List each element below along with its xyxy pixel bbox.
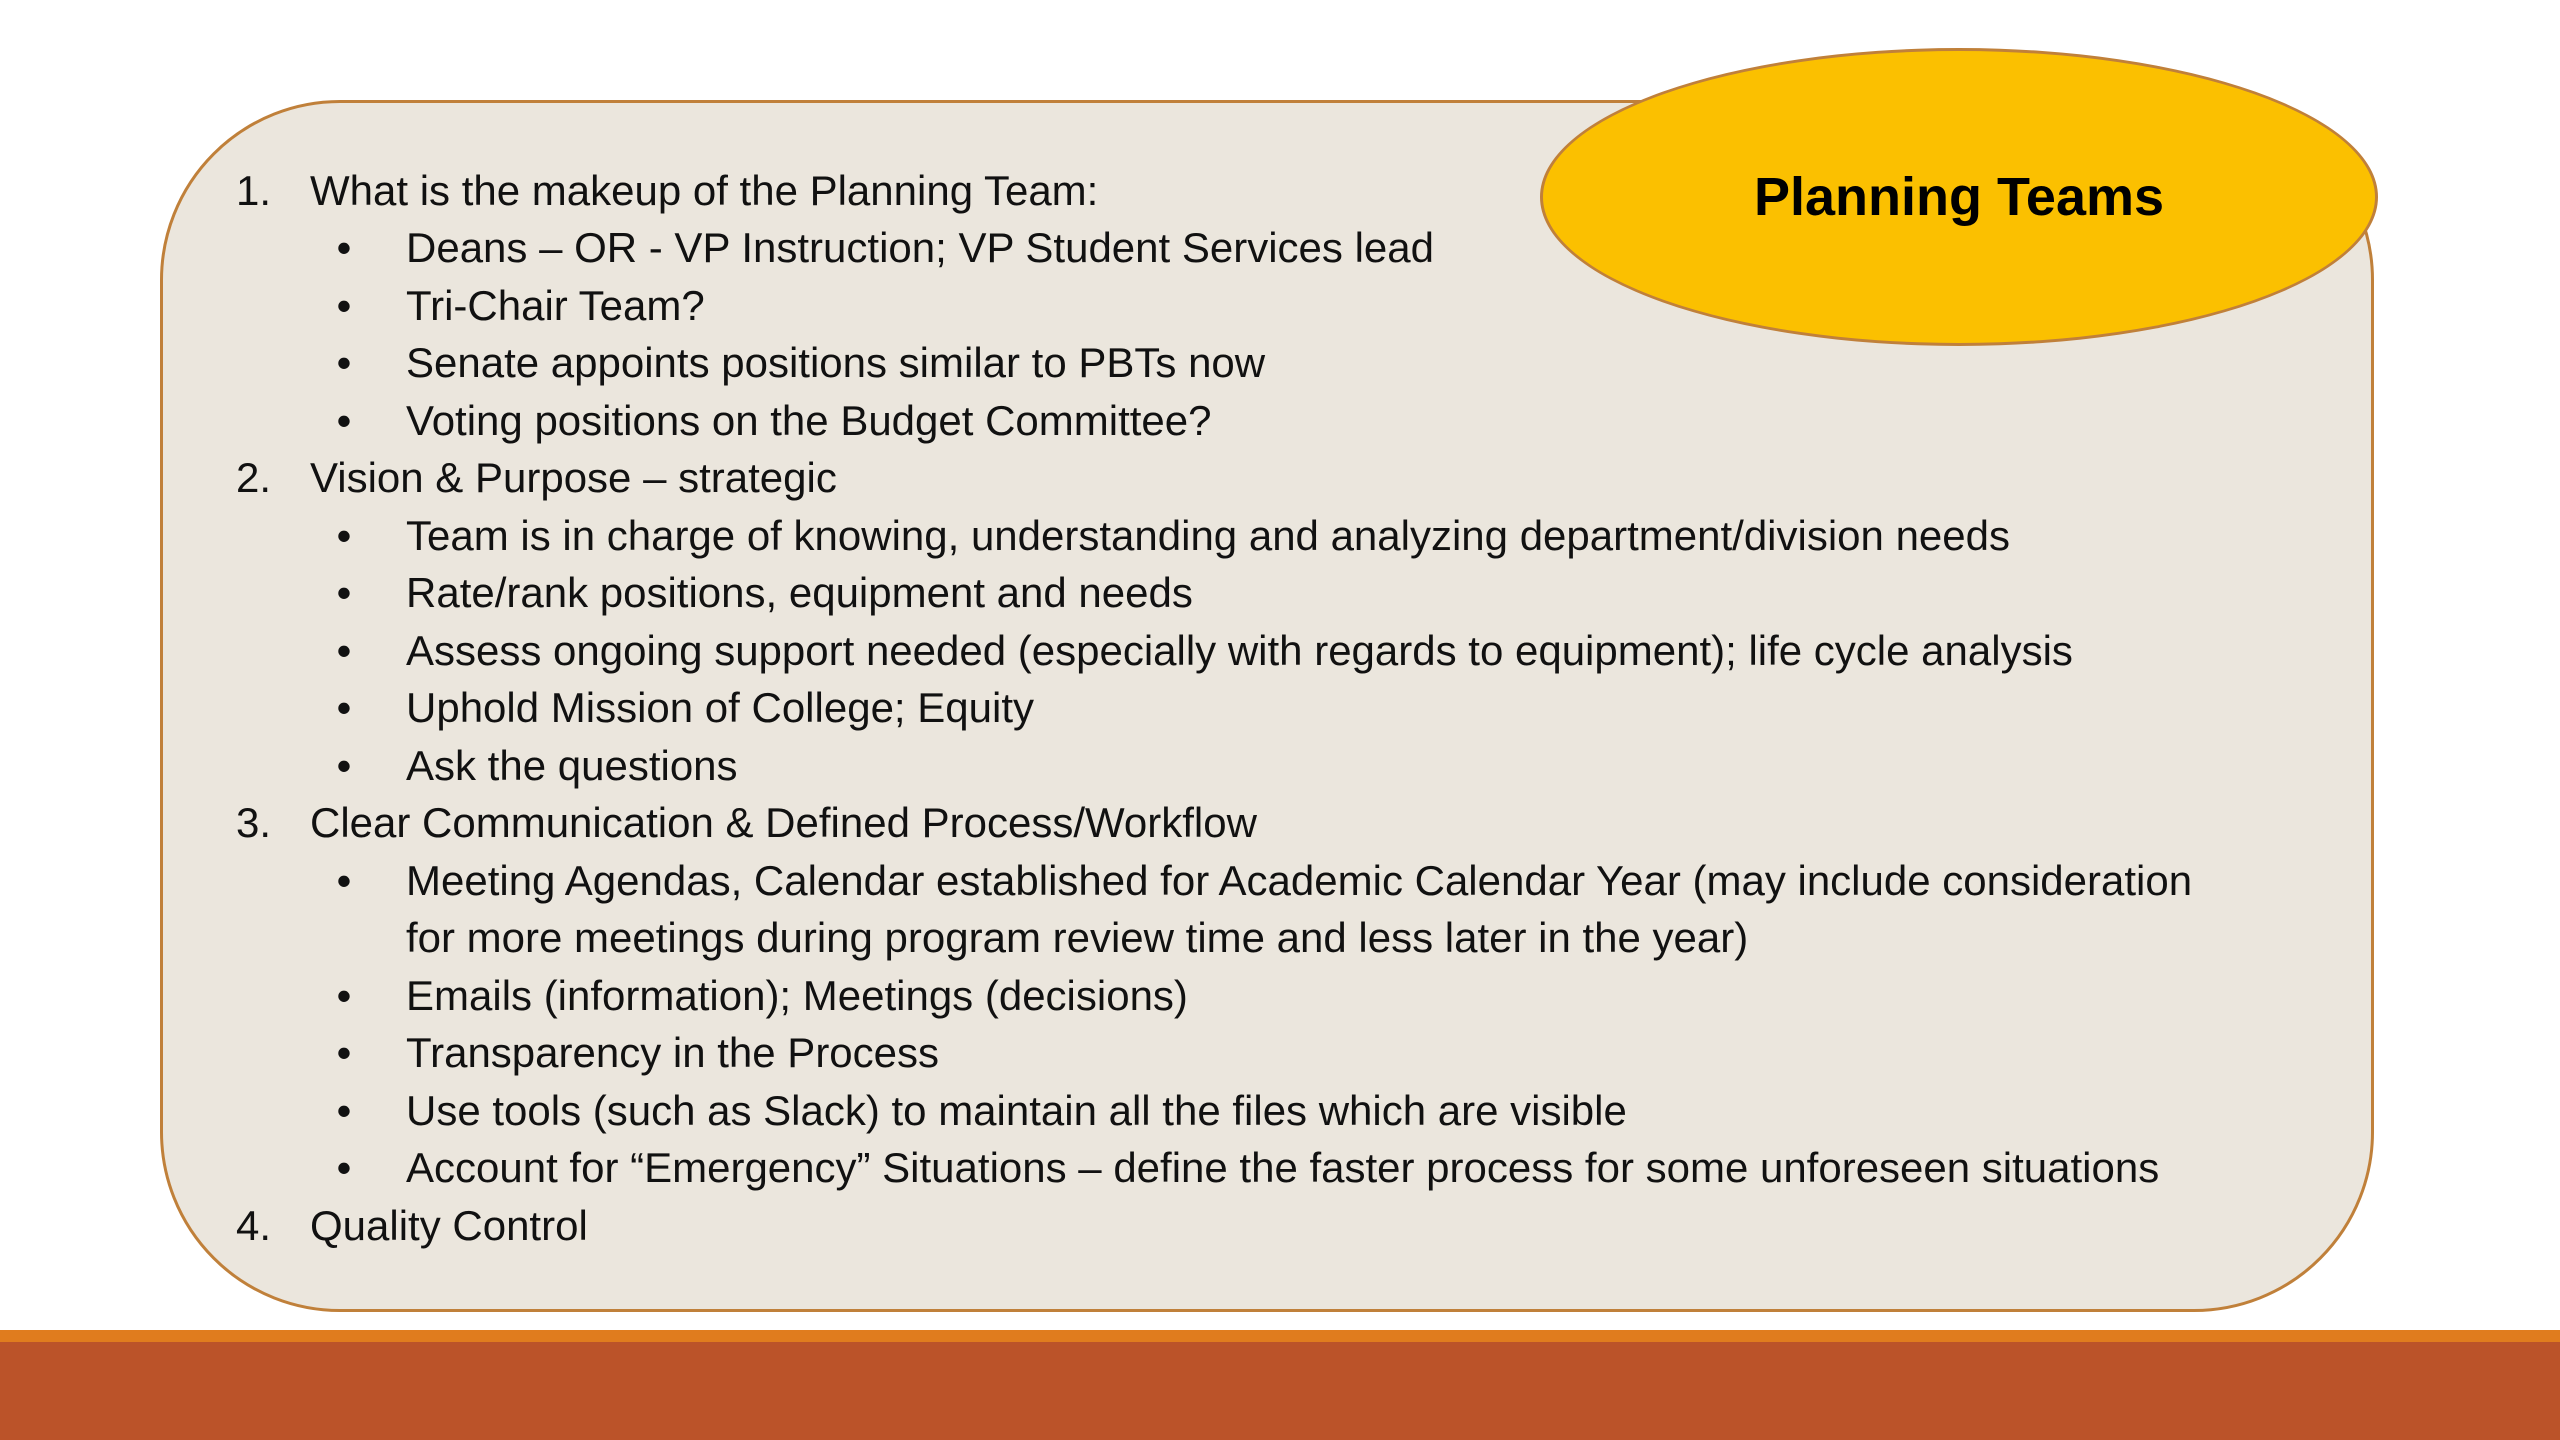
list-item: Account for “Emergency” Situations – define the faster process for some unforeseen situations xyxy=(406,1144,2160,1191)
bullet-marker: • xyxy=(336,397,352,444)
list-item: Transparency in the Process xyxy=(406,1029,940,1076)
footer-band xyxy=(0,1342,2560,1440)
list-item: Ask the questions xyxy=(406,742,738,789)
bullet-marker: • xyxy=(336,627,352,674)
list-item: Rate/rank positions, equipment and needs xyxy=(406,569,1193,616)
list-heading: What is the makeup of the Planning Team: xyxy=(310,167,1099,214)
list-item: Meeting Agendas, Calendar established for Academic Calendar Year (may include consideration xyxy=(406,857,2193,904)
list-number: 4. xyxy=(236,1202,272,1249)
bullet-marker: • xyxy=(336,972,352,1019)
bullet-marker: • xyxy=(336,1087,352,1134)
list-item: Senate appoints positions similar to PBTs now xyxy=(406,339,1266,386)
list-heading: Clear Communication & Defined Process/Workflow xyxy=(310,799,1257,846)
footer-stripe xyxy=(0,1330,2560,1342)
slide-title: Planning Teams xyxy=(1753,167,2165,227)
list-number: 1. xyxy=(236,167,272,214)
bullet-marker: • xyxy=(336,857,352,904)
bullet-marker: • xyxy=(336,1144,352,1191)
list-item: Assess ongoing support needed (especially with regards to equipment); life cycle analysis xyxy=(406,627,2073,674)
list-item: Use tools (such as Slack) to maintain all the files which are visible xyxy=(406,1087,1627,1134)
list-item-continuation: for more meetings during program review time and less later in the year) xyxy=(406,914,1749,961)
bullet-marker: • xyxy=(336,1029,352,1076)
bullet-marker: • xyxy=(336,339,352,386)
bullet-marker: • xyxy=(336,282,352,329)
list-item: Deans – OR - VP Instruction; VP Student Services lead xyxy=(406,224,1434,271)
bullet-marker: • xyxy=(336,569,352,616)
bullet-marker: • xyxy=(336,224,352,271)
list-number: 2. xyxy=(236,454,272,501)
list-heading: Vision & Purpose – strategic xyxy=(310,454,837,501)
list-item: Emails (information); Meetings (decisions) xyxy=(406,972,1188,1019)
list-heading: Quality Control xyxy=(310,1202,588,1249)
bullet-marker: • xyxy=(336,684,352,731)
bullet-marker: • xyxy=(336,742,352,789)
list-item: Uphold Mission of College; Equity xyxy=(406,684,1034,731)
list-item: Team is in charge of knowing, understanding and analyzing department/division needs xyxy=(406,512,2010,559)
list-number: 3. xyxy=(236,799,272,846)
list-item: Voting positions on the Budget Committee? xyxy=(406,397,1212,444)
bullet-marker: • xyxy=(336,512,352,559)
list-item: Tri-Chair Team? xyxy=(406,282,705,329)
